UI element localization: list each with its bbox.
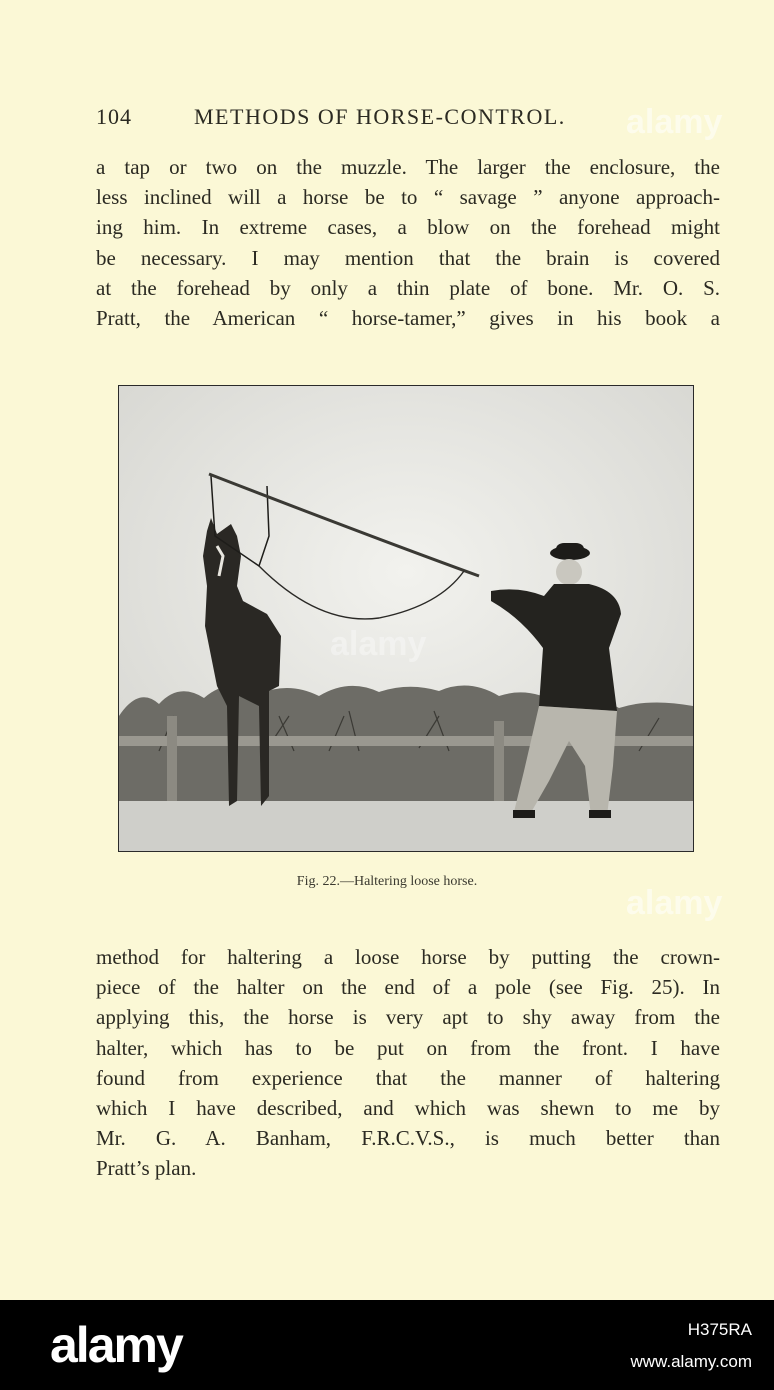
- text-line: piece of the halter on the end of a pole (see Fig. 25). In: [96, 975, 720, 1000]
- alamy-logo: alamy: [50, 1317, 182, 1373]
- running-head: METHODS OF HORSE-CONTROL.: [194, 104, 566, 129]
- text-line: applying this, the horse is very apt to shy away from the: [96, 1005, 720, 1030]
- stock-footer-bar: [0, 1300, 774, 1390]
- page-number: 104: [96, 104, 132, 129]
- paragraph-bottom: [96, 942, 720, 1184]
- text-line: Pratt’s plan.: [96, 1156, 197, 1181]
- text-line: a tap or two on the muzzle. The larger the enclosure, the: [96, 155, 720, 179]
- site-url: www.alamy.com: [630, 1352, 752, 1371]
- fence-post: [494, 721, 504, 806]
- halftone-photograph: [118, 385, 694, 852]
- figure-caption: Fig. 22.—Haltering loose horse.: [296, 874, 478, 889]
- text-line: method for haltering a loose horse by putting the crown-: [96, 945, 720, 969]
- paragraph-top: [96, 152, 720, 333]
- text-line: found from experience that the manner of haltering: [96, 1065, 720, 1090]
- text-line: ing him. In extreme cases, a blow on the forehead might: [96, 215, 720, 240]
- watermark: alamy: [626, 884, 723, 922]
- text-line: Mr. G. A. Banham, F.R.C.V.S., is much better than: [96, 1126, 720, 1151]
- text-line: which I have described, and which was shewn to me by: [96, 1096, 720, 1121]
- image-id: H375RA: [687, 1320, 752, 1339]
- text-line: Pratt, the American “ horse-tamer,” gives in his book a: [96, 306, 720, 331]
- text-line: less inclined will a horse be to “ savage ” anyone approach-: [96, 185, 720, 210]
- fence-post: [167, 716, 177, 806]
- watermark: alamy: [626, 103, 723, 141]
- photo-illustration: [119, 386, 693, 851]
- text-line: halter, which has to be put on from the front. I have: [96, 1035, 720, 1060]
- watermark: alamy: [330, 625, 427, 663]
- text-line: at the forehead by only a thin plate of bone. Mr. O. S.: [96, 275, 720, 300]
- text-line: be necessary. I may mention that the brain is covered: [96, 245, 720, 270]
